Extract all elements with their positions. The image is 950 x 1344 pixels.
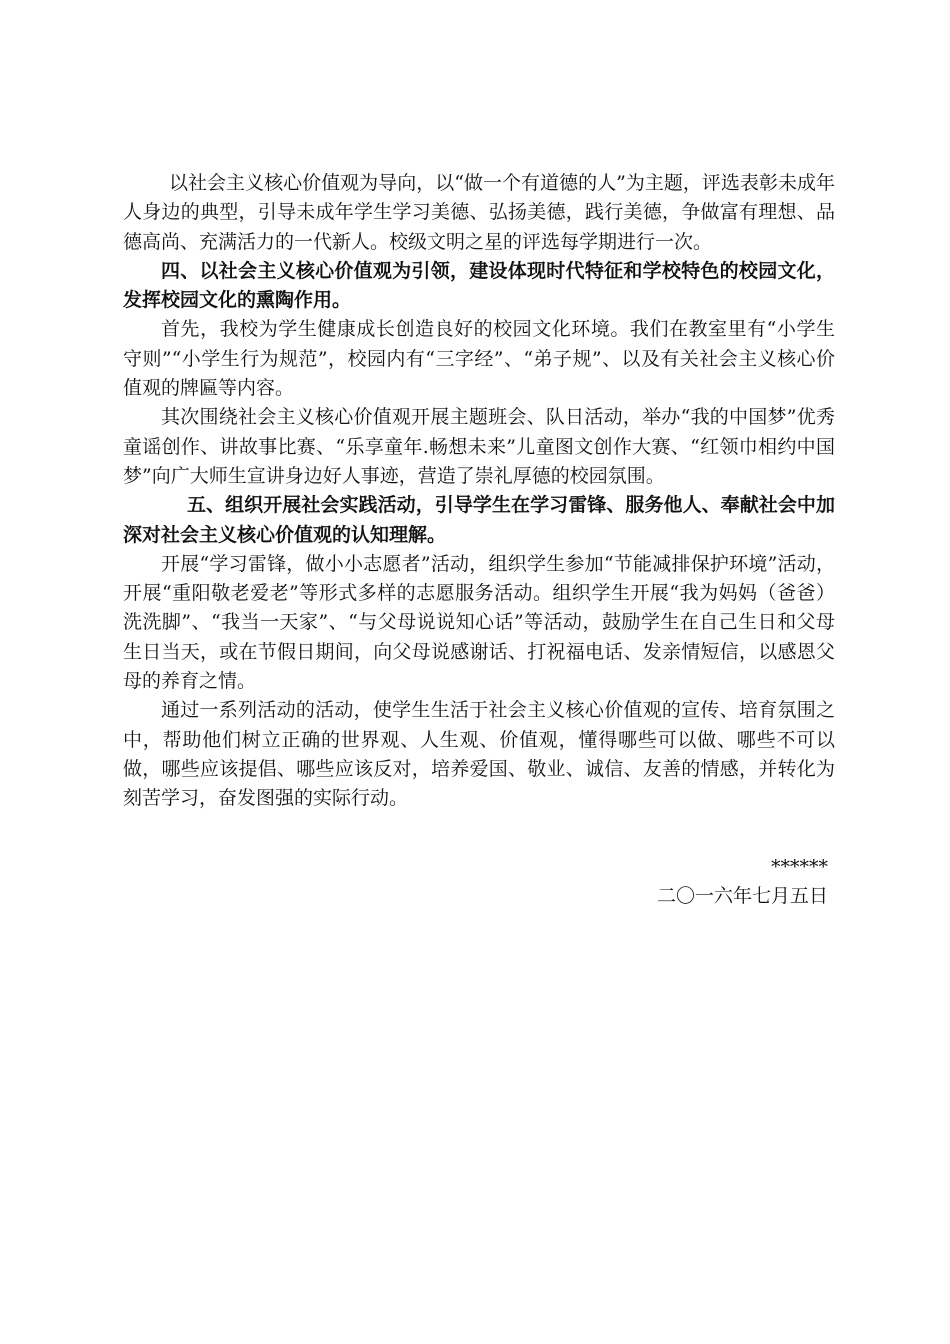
document-body	[123, 169, 835, 814]
paragraph-themed-activities: 其次围绕社会主义核心价值观开展主题班会、队日活动，举办“我的中国梦”优秀童谣创作、讲故事比赛、“乐享童年.畅想未来”儿童图文创作大赛、“红领巾相约中国梦”向广大师生宣讲身边好人事迹，营造了崇礼厚德的校园氛围。	[123, 406, 835, 487]
paragraph-campus-environment: 首先，我校为学生健康成长创造良好的校园文化环境。我们在教室里有“小学生守则”“小学生行为规范”，校园内有“三字经”、“弟子规”、以及有关社会主义核心价值观的牌匾等内容。	[123, 318, 835, 400]
section-heading-five: 五、组织开展社会实践活动，引导学生在学习雷锋、服务他人、奉献社会中加深对社会主义核心价值观的认知理解。	[123, 494, 835, 546]
signature-name: ******	[771, 856, 828, 878]
paragraph-conclusion: 通过一系列活动的活动，使学生生活于社会主义核心价值观的宣传、培育氛围之中，帮助他们树立正确的世界观、人生观、价值观，懂得哪些可以做、哪些不可以做，哪些应该提倡、哪些应该反对，培养爱国、敬业、诚信、友善的情感，并转化为刻苦学习，奋发图强的实际行动。	[123, 699, 835, 810]
paragraph-intro: 以社会主义核心价值观为导向，以“做一个有道德的人”为主题，评选表彰未成年人身边的典型，引导未成年学生学习美德、弘扬美德，践行美德，争做富有理想、品德高尚、充满活力的一代新人。校级文明之星的评选每学期进行一次。	[123, 172, 835, 253]
paragraph-volunteer-activities: 开展“学习雷锋，做小小志愿者”活动，组织学生参加“节能减排保护环境”活动，开展“重阳敬老爱老”等形式多样的志愿服务活动。组织学生开展“我为妈妈（爸爸）洗洗脚”、“我当一天家”、“与父母说说知心话”等活动，鼓励学生在自己生日和父母生日当天，或在节假日期间，向父母说感谢话、打祝福电话、发亲情短信，以感恩父母的养育之情。	[123, 552, 835, 693]
section-heading-four: 四、以社会主义核心价值观为引领，建设体现时代特征和学校特色的校园文化，发挥校园文化的熏陶作用。	[123, 259, 835, 312]
signature-date: 二〇一六年七月五日	[656, 885, 828, 908]
signature-block	[657, 853, 828, 912]
